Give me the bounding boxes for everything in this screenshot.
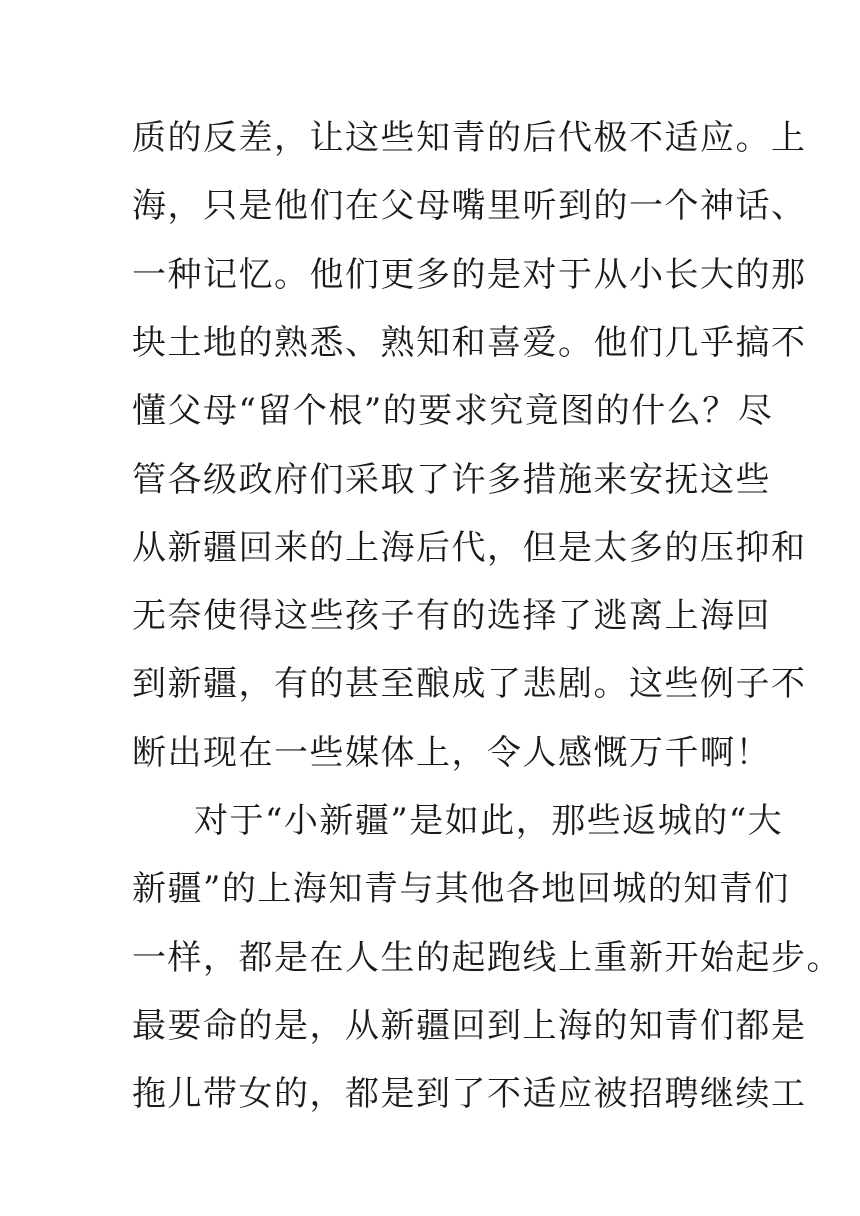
text-line: 最要命的是，从新疆回到上海的知青们都是 bbox=[132, 1006, 807, 1046]
text-line: 管各级政府们采取了许多措施来安抚这些 bbox=[132, 460, 771, 500]
text-line: 拖儿带女的，都是到了不适应被招聘继续工 bbox=[132, 1074, 807, 1114]
text-line: 质的反差，让这些知青的后代极不适应。上 bbox=[132, 118, 807, 158]
text-line: 新疆”的上海知青与其他各地回城的知青们 bbox=[132, 869, 790, 909]
text-line: 一种记忆。他们更多的是对于从小长大的那 bbox=[132, 255, 807, 295]
text-line: 海，只是他们在父母嘴里听到的一个神话、 bbox=[132, 186, 807, 226]
text-line: 到新疆，有的甚至酿成了悲剧。这些例子不 bbox=[132, 664, 807, 704]
paragraph-first-line: 对于“小新疆”是如此，那些返城的“大 bbox=[194, 801, 784, 841]
text-line: 块土地的熟悉、熟知和喜爱。他们几乎搞不 bbox=[132, 323, 807, 363]
text-line: 无奈使得这些孩子有的选择了逃离上海回 bbox=[132, 596, 771, 636]
text-line: 断出现在一些媒体上，令人感慨万千啊！ bbox=[132, 733, 771, 773]
text-line: 一样，都是在人生的起跑线上重新开始起步。 bbox=[132, 938, 842, 978]
text-line: 懂父母“留个根”的要求究竟图的什么？尽 bbox=[132, 391, 774, 431]
text-line: 从新疆回来的上海后代，但是太多的压抑和 bbox=[132, 528, 807, 568]
